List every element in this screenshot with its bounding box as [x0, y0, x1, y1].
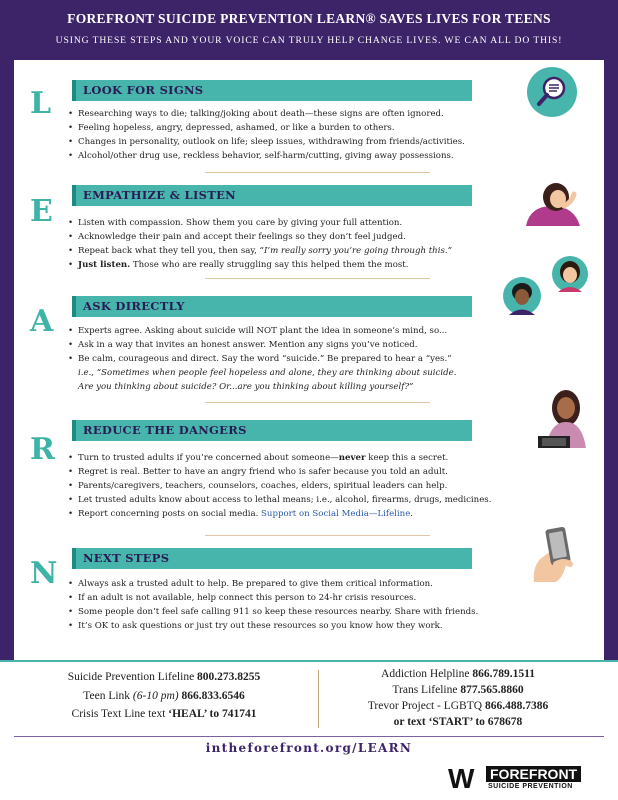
section-letter-a: A: [30, 304, 54, 339]
trevor-text-line[interactable]: or text ‘START’ to 678678: [393, 716, 523, 728]
list-item-quote: “I’m really sorry you’re going through this.”: [259, 246, 452, 256]
list-item-text: Those who are really struggling say this helped them the most.: [130, 260, 409, 270]
section-letter-n: N: [30, 556, 58, 591]
section-list-look-for-signs: [68, 107, 568, 163]
list-item: • Listen with compassion. Show them you care by giving your full attention.: [68, 216, 568, 230]
header-banner: [0, 0, 618, 60]
contact-label: Crisis Text Line text: [71, 708, 169, 720]
section-heading-label: NEXT STEPS: [83, 551, 170, 565]
right-frame: [604, 60, 618, 660]
contacts-top-rule: [0, 660, 618, 662]
list-item-text: Turn to trusted adults if you’re concerned about someone—: [78, 453, 339, 463]
list-item: • Researching ways to die; talking/joking about death—these signs are often ignored.: [68, 107, 568, 121]
section-list-next-steps: [68, 577, 568, 633]
list-item: • Ask in a way that invites an honest answer. Mention any signs you’ve noticed.: [68, 338, 568, 352]
contact-label: Trans Lifeline: [392, 684, 461, 696]
list-item: • Be calm, courageous and direct. Say the word “suicide.” Be prepared to hear a “yes.”: [68, 352, 568, 366]
section-divider: [205, 172, 430, 173]
list-item: [68, 451, 568, 465]
list-item-emphasis: never: [338, 453, 366, 463]
contacts-right: [328, 666, 588, 730]
contact-line: [328, 698, 588, 714]
section-heading-label: EMPATHIZE & LISTEN: [83, 188, 236, 202]
list-item: • It’s OK to ask questions or just try out these resources so you know how they work.: [68, 619, 568, 633]
list-item: • Let trusted adults know about access to lethal means; i.e., alcohol, firearms, drugs, medicines.: [68, 493, 568, 507]
forefront-logo: [448, 764, 596, 794]
listening-person-icon: [522, 180, 588, 226]
section-heading-empathize-listen: [72, 185, 472, 206]
list-item: [68, 244, 568, 258]
page-subtitle: USING THESE STEPS AND YOUR VOICE CAN TRULY HELP CHANGE LIVES. WE CAN ALL DO THIS!: [55, 35, 563, 46]
list-item: • Changes in personality, outlook on life; sleep issues, withdrawing from friends/activities.: [68, 135, 568, 149]
contact-line: [30, 668, 298, 687]
list-item: [68, 507, 568, 521]
contacts-left: [30, 668, 298, 724]
section-list-reduce-the-dangers: [68, 451, 568, 521]
list-item: • Acknowledge their pain and accept their feelings so they don’t feel judged.: [68, 230, 568, 244]
support-social-media-link[interactable]: Support on Social Media—Lifeline: [261, 509, 411, 519]
list-item-text: Repeat back what they tell you, then say,: [78, 246, 260, 256]
left-frame: [0, 60, 14, 660]
list-item-quote: Are you thinking about suicide? Or...are you thinking about killing yourself?”: [78, 382, 414, 392]
list-item-text: keep this a secret.: [365, 453, 449, 463]
list-item-emphasis: Just listen.: [78, 260, 131, 270]
contact-label: Teen Link: [83, 689, 133, 702]
magnifier-speech-icon: [526, 66, 578, 118]
crisis-text-line-number[interactable]: ‘HEAL’ to 741741: [168, 708, 257, 720]
list-item: [68, 258, 568, 272]
contacts-separator: [318, 670, 319, 728]
section-letter-l: L: [30, 86, 52, 121]
section-heading-look-for-signs: [72, 80, 472, 101]
section-divider: [205, 535, 430, 536]
trans-lifeline-number[interactable]: 877.565.8860: [460, 684, 524, 696]
hand-phone-icon: [526, 524, 588, 586]
url-rule: [14, 736, 604, 737]
section-letter-e: E: [30, 194, 53, 229]
contact-line: [30, 687, 298, 706]
list-item: • If an adult is not available, help connect this person to 24-hr crisis resources.: [68, 591, 568, 605]
contact-line: [328, 666, 588, 682]
suicide-lifeline-number[interactable]: 800.273.8255: [197, 671, 261, 683]
section-list-ask-directly: [68, 324, 568, 394]
url-row: [0, 736, 618, 756]
section-heading-ask-directly: [72, 296, 472, 317]
contact-line: [328, 682, 588, 698]
page-title: FOREFRONT SUICIDE PREVENTION LEARN® SAVES LIVES FOR TEENS: [67, 11, 551, 26]
uw-logo-mark: W: [448, 763, 475, 794]
list-item: • Feeling hopeless, angry, depressed, ashamed, or like a burden to others.: [68, 121, 568, 135]
section-divider: [205, 402, 430, 403]
list-item: • Parents/caregivers, teachers, counselors, coaches, elders, spiritual leaders can help.: [68, 479, 568, 493]
section-heading-label: LOOK FOR SIGNS: [83, 83, 204, 97]
contact-label: Addiction Helpline: [381, 668, 473, 680]
two-people-talking-icon: [500, 252, 592, 318]
section-heading-label: ASK DIRECTLY: [83, 299, 185, 313]
contact-label: Trevor Project - LGBTQ: [367, 700, 485, 712]
list-item: • Always ask a trusted adult to help. Be prepared to give them critical information.: [68, 577, 568, 591]
section-letter-r: R: [30, 432, 55, 467]
logo-name: FOREFRONT: [486, 766, 581, 782]
list-item-quote: i.e., “Sometimes when people feel hopeless and alone, they are thinking about suicide.: [78, 368, 457, 378]
section-list-empathize-listen: [68, 216, 568, 272]
section-heading-next-steps: [72, 548, 472, 569]
trevor-project-number[interactable]: 866.488.7386: [484, 700, 549, 712]
section-heading-reduce-the-dangers: [72, 420, 472, 441]
list-item-text: Report concerning posts on social media.: [78, 509, 262, 519]
person-laptop-icon: [536, 386, 596, 448]
list-item: • Regret is real. Better to have an angry friend who is safer because you told an adult.: [68, 465, 568, 479]
list-item: • Some people don’t feel safe calling 911 so keep these resources nearby. Share with friends.: [68, 605, 568, 619]
contact-hours: (6-10 pm): [132, 689, 179, 702]
list-item: • Experts agree. Asking about suicide will NOT plant the idea in someone’s mind, so...: [68, 324, 568, 338]
addiction-helpline-number[interactable]: 866.789.1511: [472, 668, 535, 680]
list-item-text: .: [410, 509, 414, 519]
website-link[interactable]: intheforefront.org/LEARN: [205, 741, 413, 755]
section-heading-label: REDUCE THE DANGERS: [83, 423, 247, 437]
logo-tagline: SUICIDE PREVENTION: [488, 783, 573, 790]
teen-link-number[interactable]: 866.833.6546: [178, 689, 245, 702]
section-divider: [205, 278, 430, 279]
contact-label: Suicide Prevention Lifeline: [67, 671, 198, 683]
list-item: • Alcohol/other drug use, reckless behavior, self-harm/cutting, giving away possessions.: [68, 149, 568, 163]
contact-line: [30, 705, 298, 724]
